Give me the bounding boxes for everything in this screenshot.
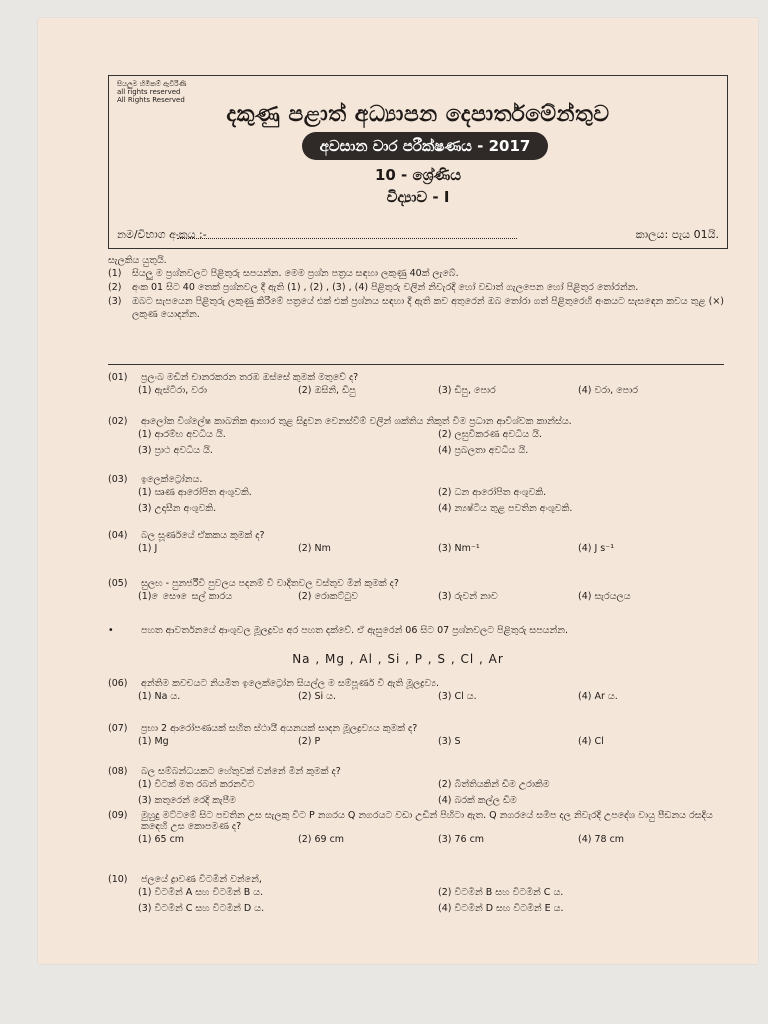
answer-option: (4) බරක් කල්ල ඩිම (438, 795, 517, 806)
question (108, 766, 738, 809)
divider (108, 364, 724, 365)
instruction-item: (1) සියලු ම ප්‍රශ්නවලට පිළිතුරු සපයන්න. මෙම ප්‍රශ්න පත්‍රය සඳහා ලකුණු 40ක් ලැබේ. (108, 268, 459, 279)
answer-option: (4) වරා, පොර (578, 385, 638, 396)
question (108, 810, 738, 848)
answer-option: (3) විටමින් C සහ විටමින් D ය. (138, 903, 265, 914)
question-text: බල සූර්ණයේ ඒකකය කුමක් ද? (141, 530, 265, 541)
question-text: සුලභ - පුනර්ජීවී පුවලය පදනම් වී වාදිතවල වස්තුව මින් කුමක් ද? (141, 578, 399, 589)
periodic-elements: Na , Mg , Al , Si , P , S , Cl , Ar (292, 652, 504, 666)
question (108, 530, 738, 557)
options-row (108, 541, 738, 557)
question-number: (09) (108, 810, 128, 821)
question-number: (07) (108, 723, 128, 734)
answer-option: (2) P (298, 736, 321, 747)
question-stem (108, 416, 738, 427)
exam-paper (38, 18, 758, 964)
options-row (108, 777, 738, 793)
answer-option: (2) Nm (298, 543, 331, 554)
answer-option: (1) විටක් මත රබන් කරනවිට (138, 779, 255, 790)
options-row (108, 793, 738, 809)
question-text: අන්තිම කවචයට නියමිත ඉලෙක්ට්‍රෝන සියල්ල ම සම්පූර්ණ වී ඇති මූලද්‍රව්‍ය. (141, 678, 440, 689)
instruction-item: (3) ඔබට සැපයෙන පිළිතුරු ලකුණු කිරීමේ පත්‍රයේ එක් එක් ප්‍රශ්නය සඳහා දී ඇති කව අතුරෙන් ඔබ තෝරා ගත් පිළිතුරෙහි අංකයට සැසඳෙන කවය තුළ (×) ලකුණ යොදන්න. (108, 296, 725, 320)
options-row (108, 485, 738, 501)
answer-option: (2) බිත්තියකින් ඩිම උරාකිම (438, 779, 550, 790)
answer-option: (2) ලඝුවීකරණ අවධිය යි. (438, 429, 542, 440)
answer-option: (3) ප්‍රාථ අවධිය යි. (138, 445, 213, 456)
question-text: ප්‍රභා 2 ආරෝපණයක් සහිත ස්ථායී අයනයක් සාදන මූලද්‍රව්‍යය කුමක් ද? (141, 723, 418, 734)
instruction-item: (2) අංක 01 සිට 40 තෙක් ප්‍රශ්නවල දී ඇති (1) , (2) , (3) , (4) පිළිතුරු වලින් නිවැරදි හෝ වඩාත් ගැලපෙන හෝ පිළිතුර තෝරන්න. (108, 282, 639, 293)
answer-option: (1) ඇස්ටිරා, වරා (138, 385, 207, 396)
question-stem (108, 874, 738, 885)
answer-option: (1) ආරම්භ අවධිය යි. (138, 429, 226, 440)
question-stem (108, 372, 738, 383)
options-row (108, 734, 738, 750)
question-number: (02) (108, 416, 128, 427)
options-row (108, 501, 738, 517)
question-stem (108, 625, 738, 636)
question-text: ඉලෙක්ට්‍රෝනය. (141, 474, 203, 485)
question-number: (01) (108, 372, 128, 383)
question-text: පහත ආවර්තනයේ ආංශුවල මූලද්‍රව්‍ය අර පහත දක්වේ. ඒ ඇසුරෙන් 06 සිට 07 ප්‍රශ්නවලට පිළිතුරු සපයන්න. (141, 625, 568, 636)
answer-option: (4) Ar ය. (578, 691, 618, 702)
exam-banner: අවසාන වාර පරීක්ෂණය - 2017 (302, 132, 548, 160)
options-row (108, 589, 738, 605)
answer-option: (2) ඔසිනි, ඩිපු (298, 385, 356, 396)
answer-option: (1) Na ය. (138, 691, 181, 702)
answer-option: (2) විටමින් B සහ විටමින් C ය. (438, 887, 564, 898)
question-stem (108, 474, 738, 485)
question-number: (04) (108, 530, 128, 541)
answer-option: (2) ධන ආරෝපිත අංශුවකි. (438, 487, 547, 498)
answer-option: (1) ඍණ ආරෝපිත අංශුවකි. (138, 487, 252, 498)
instructions-title: සැලකිය යුතුයි. (108, 255, 167, 266)
name-label: නම/විභාග අංකය :- (117, 228, 207, 241)
name-row (117, 225, 719, 245)
question (108, 416, 738, 459)
answer-option: (3) 76 cm (438, 834, 485, 845)
question-stem (108, 766, 738, 777)
answer-option: (1) J (138, 543, 158, 554)
question-number: (03) (108, 474, 128, 485)
question-text: ප්‍රලංබ මඩින් චානරකරන තරඹ ඔස්සේ කුමක් මතුවේ ද? (141, 372, 359, 383)
instructions (108, 254, 738, 322)
answer-option: (2) රොකට්ටුව (298, 591, 359, 602)
answer-option: (3) ඩිපු, පොර (438, 385, 496, 396)
question-stem (108, 723, 738, 734)
answer-option: (4) 78 cm (578, 834, 625, 845)
question-stem (108, 678, 738, 689)
answer-option: (3) රුවන් නාව (438, 591, 498, 602)
options-row (108, 383, 738, 399)
question-number: (06) (108, 678, 128, 689)
question-stem (108, 810, 738, 832)
copyright-notice: සියලුම හිමිකම් ඇවිරිණි all rights reserved All Rights Reserved (117, 80, 187, 104)
answer-option: (3) උදාසීන අංශුවකි. (138, 503, 217, 514)
options-row (108, 901, 738, 917)
answer-option: (4) Cl (578, 736, 604, 747)
options-row (108, 832, 738, 848)
answer-option: (4) J s⁻¹ (578, 543, 615, 554)
header-box (108, 75, 728, 249)
answer-option: (3) Cl ය. (438, 691, 477, 702)
answer-option: (4) සැරයලය (578, 591, 631, 602)
question-text: මුහුදු මට්ටමේ සිට පවතින උස සැලකු විට P නගරය Q නගරයට වඩා උඩින් පිහිටා ඇත. Q නගරයේ සමීප දල නිවැරදි උපදේශ වායු පීඩනය රසදිය කඳෙහි උස කොපමණ ද? (141, 810, 713, 832)
answer-option: (4) න්‍යෂ්ටිය තුළ පවතින අංශුවකි. (438, 503, 573, 514)
question-number: (10) (108, 874, 128, 885)
answer-option: (4) විටමින් D සහ විටමින් E ය. (438, 903, 564, 914)
options-row (108, 885, 738, 901)
question-text: ආලෝක විශ්ලේෂ කාබනික ආහාර තුළ සිදුවන වෙනස්වීම් වලින් ශක්තිය නිකුත් වීම ප්‍රධාන ආවිශ්වක කාන්ස්ය. (141, 416, 572, 427)
department-title: දකුණු පළාත් අධ්‍යාපන දෙපාර්තමේන්තුව (226, 102, 610, 127)
question (108, 625, 738, 636)
options-row (108, 443, 738, 459)
answer-option: (1) විටමින් A සහ විටමින් B ය. (138, 887, 264, 898)
answer-option: (1) ෙසෞ ෙසල් කාරය (138, 591, 233, 602)
grade-label: 10 - ශ්‍රේණිය (374, 166, 462, 184)
answer-option: (3) Nm⁻¹ (438, 543, 480, 554)
answer-option: (3) S (438, 736, 461, 747)
question-number: (08) (108, 766, 128, 777)
question-text: බල සම්බන්ධයකට හේතුවක් වන්නේ මින් කුමක් ද? (141, 766, 341, 777)
answer-option: (1) 65 cm (138, 834, 185, 845)
question (108, 678, 738, 705)
question (108, 723, 738, 750)
question-stem (108, 578, 738, 589)
answer-option: (2) 69 cm (298, 834, 345, 845)
question (108, 578, 738, 605)
options-row (108, 689, 738, 705)
subject-label: විද්‍යාව - I (386, 188, 450, 206)
name-field-line (177, 228, 517, 239)
options-row (108, 427, 738, 443)
question (108, 874, 738, 917)
question-text: ජලයේ ද්‍රාවණ විටමින් වන්නේ, (141, 874, 262, 885)
time-label: කාලය: පැය 01යි. (635, 228, 719, 241)
answer-option: (4) ප්‍රබලතා අවධිය යි. (438, 445, 529, 456)
question-number: (05) (108, 578, 128, 589)
answer-option: (3) කතුරෙන් රෙදි කැපීම (138, 795, 236, 806)
question-number: • (108, 625, 114, 636)
question (108, 372, 738, 399)
answer-option: (1) Mg (138, 736, 169, 747)
question (108, 474, 738, 517)
answer-option: (2) Si ය. (298, 691, 337, 702)
question-stem (108, 530, 738, 541)
